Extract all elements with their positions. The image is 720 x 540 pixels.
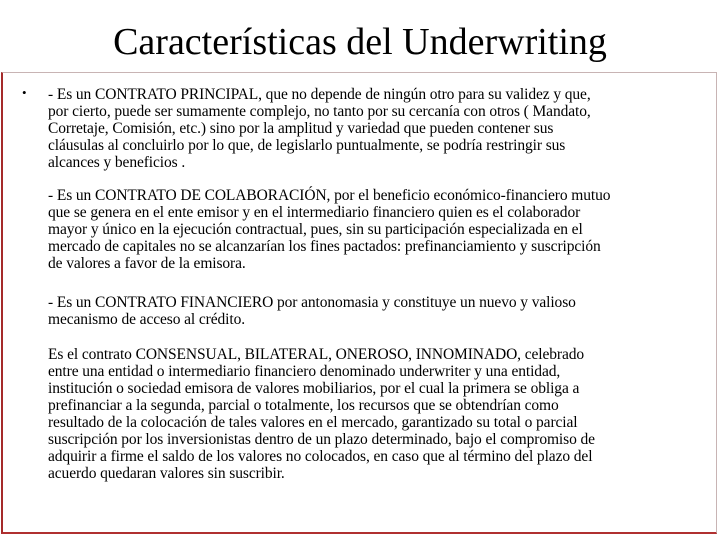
paragraph-contrato-consensual: Es el contrato CONSENSUAL, BILATERAL, ONEROSO, INNOMINADO, celebrado entre una entidad o intermediario financiero denominado underwriter y una entidad, institución o sociedad emisora de valores mobiliarios, por el cual la primera se obliga a prefinanciar a la segunda, parcial o totalmente, los recursos que se obtendrían como resultado de la colocación de tales valores en el mercado, garantizado su total o parcial suscripción por los inversionistas dentro de un plazo determinado, bajo el compromiso de adquirir a firme el saldo de los valores no colocados, en caso que al término del plazo del acuerdo quedaran valores sin suscribir. [48, 346, 595, 482]
paragraph-contrato-colaboracion: - Es un CONTRATO DE COLABORACIÓN, por el beneficio económico-financiero mutuo que se genera en el ente emisor y en el intermediario financiero quien es el colaborador mayor y único en la ejecución contractual, pues, sin su participación especializada en el mercado de capitales no se alcanzarían los fines pactados: prefinanciamiento y suscripción de valores a favor de la emisora. [48, 187, 611, 272]
slide-title: Características del Underwriting [113, 21, 607, 63]
paragraph-contrato-financiero: - Es un CONTRATO FINANCIERO por antonomasia y constituye un nuevo y valioso mecanismo de acceso al crédito. [48, 294, 576, 328]
paragraph-contrato-principal: - Es un CONTRATO PRINCIPAL, que no depende de ningún otro para su validez y que, por cierto, puede ser sumamente complejo, no tanto por su cercanía con otros ( Mandato, Corretaje, Comisión, etc.) sino por la amplitud y variedad que pueden contener sus cláusulas al concluirlo por lo que, de legislarlo puntualmente, se podría restringir sus alcances y beneficios . [48, 86, 591, 171]
bullet-marker: • [22, 85, 27, 100]
